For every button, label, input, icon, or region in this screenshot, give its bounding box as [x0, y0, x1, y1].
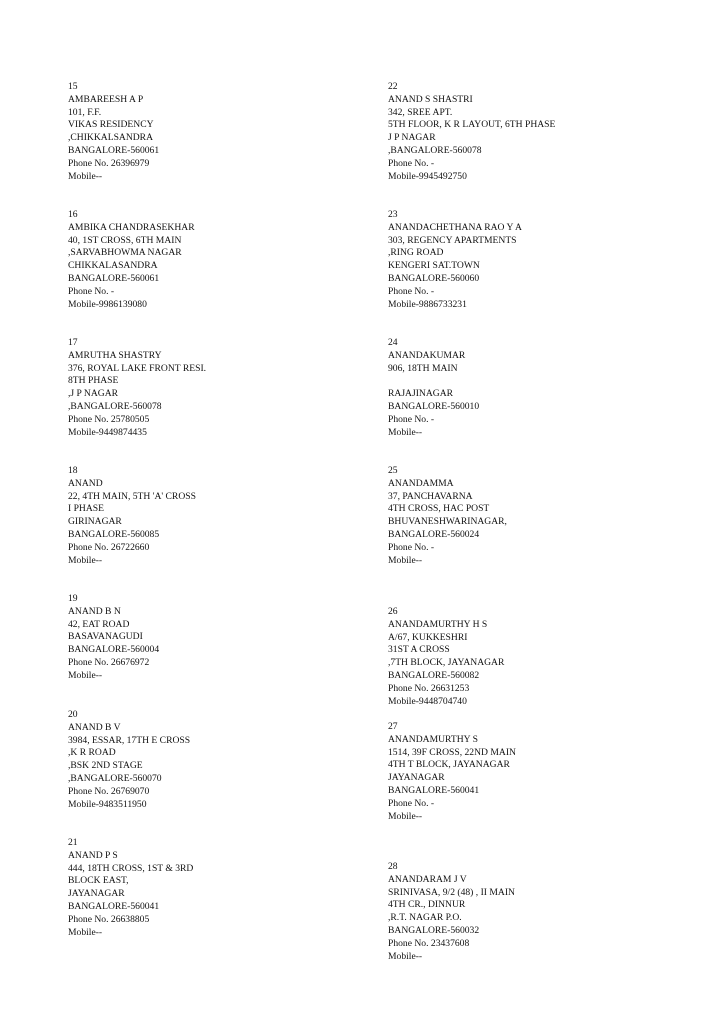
- directory-entry-16: [68, 209, 368, 311]
- address-line-2: ,K R ROAD: [68, 747, 116, 759]
- city-pin: BANGALORE-560085: [68, 528, 160, 540]
- city-pin: BANGALORE-560041: [68, 900, 160, 912]
- address-line-1: 3984, ESSAR, 17TH E CROSS: [68, 734, 191, 746]
- entry-name: ANANDACHETHANA RAO Y A: [388, 221, 522, 233]
- directory-entry-15: [68, 81, 368, 183]
- phone-number: Phone No. -: [388, 541, 435, 553]
- city-pin: BANGALORE-560061: [68, 144, 160, 156]
- city-pin: ,BANGALORE-560070: [68, 772, 162, 784]
- mobile-number: Mobile--: [68, 669, 103, 681]
- directory-entry-28: [388, 861, 688, 963]
- entry-number: 15: [68, 81, 78, 92]
- address-line-1: A/67, KUKKESHRI: [388, 631, 468, 643]
- entry-number: 16: [68, 209, 78, 220]
- entry-number: 18: [68, 465, 78, 476]
- entry-name: ANAND P S: [68, 849, 118, 861]
- city-pin: ,BANGALORE-560078: [388, 144, 482, 156]
- address-line-2: I PHASE: [68, 503, 104, 515]
- mobile-number: Mobile--: [68, 926, 103, 938]
- phone-number: Phone No. 26676972: [68, 656, 150, 668]
- directory-entry-18: [68, 465, 368, 567]
- address-line-1: 42, EAT ROAD: [68, 618, 130, 630]
- address-line-3: ,BSK 2ND STAGE: [68, 760, 143, 772]
- address-line-1: 37, PANCHAVARNA: [388, 490, 473, 502]
- address-line-3: KENGERI SAT.TOWN: [388, 260, 480, 272]
- entry-name: ANANDARAM J V: [388, 873, 467, 885]
- mobile-number: Mobile-9449874435: [68, 426, 147, 438]
- address-line-3: ,R.T. NAGAR P.O.: [388, 912, 462, 924]
- address-line-3: ,J P NAGAR: [68, 388, 119, 400]
- directory-entry-20: [68, 709, 368, 811]
- entry-name: ANANDAMMA: [388, 477, 454, 489]
- address-line-3: JAYANAGAR: [388, 772, 445, 784]
- directory-entry-17: [68, 337, 368, 439]
- address-line-1: 906, 18TH MAIN: [388, 362, 458, 374]
- phone-number: Phone No. -: [388, 413, 435, 425]
- entry-name: ANANDAMURTHY H S: [388, 618, 488, 630]
- entry-number: 26: [388, 606, 398, 617]
- entry-number: 27: [388, 721, 398, 732]
- entry-name: ANANDAMURTHY S: [388, 733, 478, 745]
- city-pin: BANGALORE-560032: [388, 924, 480, 936]
- city-pin: BANGALORE-560082: [388, 669, 480, 681]
- address-line-1: 40, 1ST CROSS, 6TH MAIN: [68, 234, 182, 246]
- directory-entry-25: [388, 465, 688, 567]
- phone-number: Phone No. 26769070: [68, 785, 150, 797]
- mobile-number: Mobile--: [68, 554, 103, 566]
- city-pin: BANGALORE-560004: [68, 644, 160, 656]
- phone-number: Phone No. 26631253: [388, 682, 470, 694]
- address-line-2: 8TH PHASE: [68, 375, 119, 387]
- city-pin: BANGALORE-560060: [388, 272, 480, 284]
- phone-number: Phone No. 26396979: [68, 157, 150, 169]
- phone-number: Phone No. 23437608: [388, 937, 470, 949]
- address-line-3: J P NAGAR: [388, 132, 436, 144]
- address-line-3: JAYANAGAR: [68, 888, 125, 900]
- phone-number: Phone No. -: [388, 285, 435, 297]
- directory-entry-24: [388, 337, 688, 439]
- entry-number: 22: [388, 81, 398, 92]
- address-line-2: 4TH T BLOCK, JAYANAGAR: [388, 759, 510, 771]
- address-line-2: VIKAS RESIDENCY: [68, 119, 154, 131]
- entry-number: 25: [388, 465, 398, 476]
- address-line-2: 31ST A CROSS: [388, 644, 450, 656]
- address-line-3: BHUVANESHWARINAGAR,: [388, 516, 507, 528]
- city-pin: BANGALORE-560041: [388, 784, 480, 796]
- address-line-1: 342, SREE APT.: [388, 106, 453, 118]
- city-pin: BANGALORE-560061: [68, 272, 160, 284]
- phone-number: Phone No. 26722660: [68, 541, 150, 553]
- entry-name: AMBIKA CHANDRASEKHAR: [68, 221, 195, 233]
- city-pin: BANGALORE-560024: [388, 528, 480, 540]
- directory-entry-27: [388, 721, 688, 823]
- address-line-1: 22, 4TH MAIN, 5TH 'A' CROSS: [68, 490, 196, 502]
- directory-entry-22: [388, 81, 688, 183]
- entry-number: 21: [68, 837, 78, 848]
- phone-number: Phone No. -: [388, 797, 435, 809]
- entry-name: ANAND: [68, 477, 103, 489]
- entry-number: 19: [68, 593, 78, 604]
- mobile-number: Mobile-9986139080: [68, 298, 147, 310]
- address-line-2-empty: [388, 375, 688, 388]
- address-line-1: 376, ROYAL LAKE FRONT RESI.: [68, 362, 207, 374]
- city-pin: BANGALORE-560010: [388, 400, 480, 412]
- entry-number: 17: [68, 337, 78, 348]
- address-line-2: 4TH CROSS, HAC POST: [388, 503, 490, 515]
- address-line-3: CHIKKALASANDRA: [68, 260, 158, 272]
- address-line-1: 303, REGENCY APARTMENTS: [388, 234, 517, 246]
- address-line-2: ,RING ROAD: [388, 247, 444, 259]
- address-line-2: 5TH FLOOR, K R LAYOUT, 6TH PHASE: [388, 119, 556, 131]
- address-line-1: 1514, 39F CROSS, 22ND MAIN: [388, 746, 516, 758]
- directory-entry-19: [68, 593, 368, 683]
- directory-entry-21: [68, 837, 368, 939]
- address-line-1: SRINIVASA, 9/2 (48) , II MAIN: [388, 886, 515, 898]
- phone-number: Phone No. 26638805: [68, 913, 150, 925]
- address-line-3: GIRINAGAR: [68, 516, 122, 528]
- address-line-3: RAJAJINAGAR: [388, 388, 454, 400]
- entry-number: 23: [388, 209, 398, 220]
- entry-number: 20: [68, 709, 78, 720]
- mobile-number: Mobile-9886733231: [388, 298, 467, 310]
- entry-name: AMBAREESH A P: [68, 93, 144, 105]
- phone-number: Phone No. 25780505: [68, 413, 150, 425]
- entry-number: 28: [388, 861, 398, 872]
- city-pin: ,BANGALORE-560078: [68, 400, 162, 412]
- entry-name: ANAND S SHASTRI: [388, 93, 473, 105]
- address-line-2: BLOCK EAST,: [68, 875, 129, 887]
- address-line-1: 101, F.F.: [68, 106, 102, 118]
- mobile-number: Mobile--: [388, 554, 423, 566]
- directory-entry-23: [388, 209, 688, 311]
- address-line-1: 444, 18TH CROSS, 1ST & 3RD: [68, 862, 194, 874]
- mobile-number: Mobile--: [68, 170, 103, 182]
- mobile-number: Mobile-9448704740: [388, 695, 467, 707]
- entry-number: 24: [388, 337, 398, 348]
- mobile-number: Mobile--: [388, 810, 423, 822]
- entry-name: ANAND B N: [68, 605, 121, 617]
- phone-number: Phone No. -: [388, 157, 435, 169]
- address-line-2: BASAVANAGUDI: [68, 631, 143, 643]
- entry-name: ANANDAKUMAR: [388, 349, 466, 361]
- entry-name: ANAND B V: [68, 721, 121, 733]
- address-line-3: ,7TH BLOCK, JAYANAGAR: [388, 657, 505, 669]
- phone-number: Phone No. -: [68, 285, 115, 297]
- mobile-number: Mobile-9483511950: [68, 798, 147, 810]
- address-line-2: ,SARVABHOWMA NAGAR: [68, 247, 182, 259]
- address-line-3: ,CHIKKALSANDRA: [68, 132, 154, 144]
- entry-name: AMRUTHA SHASTRY: [68, 349, 162, 361]
- mobile-number: Mobile--: [388, 426, 423, 438]
- directory-entry-26: [388, 606, 688, 708]
- address-line-2: 4TH CR., DINNUR: [388, 899, 466, 911]
- mobile-number: Mobile--: [388, 950, 423, 962]
- mobile-number: Mobile-9945492750: [388, 170, 467, 182]
